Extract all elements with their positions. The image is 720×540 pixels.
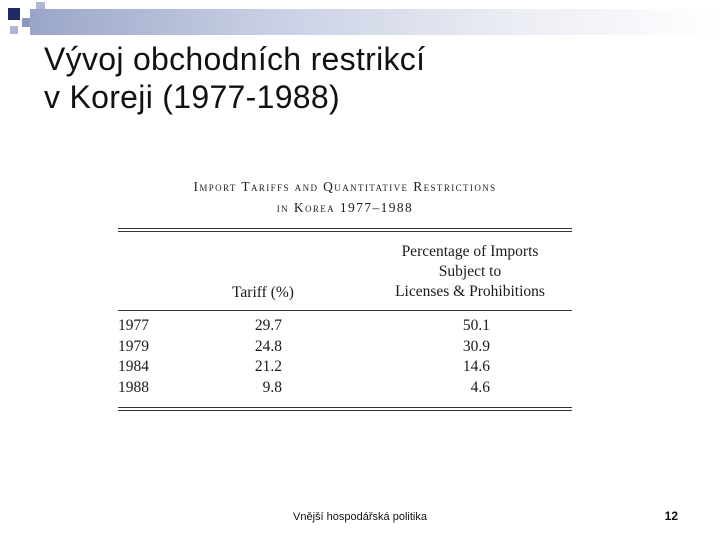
slide-title <box>44 40 684 116</box>
title-line: Vývoj obchodních restrikcí <box>44 41 426 77</box>
table-row <box>118 379 572 400</box>
header-tariff: Tariff (%) <box>232 284 294 301</box>
header-gradient-bar <box>30 9 720 35</box>
cell-tariff: 29.7 <box>254 317 282 334</box>
table-row <box>118 338 572 359</box>
title-line: v Koreji (1977-1988) <box>44 79 340 115</box>
table-bottom-rule <box>118 407 572 411</box>
cell-tariff: 24.8 <box>254 337 282 355</box>
table-header <box>118 232 572 310</box>
cell-tariff: 9.8 <box>262 378 282 396</box>
square-dark-icon <box>8 8 20 20</box>
table-body <box>118 311 572 407</box>
cell-percentage: 50.1 <box>462 317 490 334</box>
cell-year: 1977 <box>118 317 149 334</box>
page-number: 12 <box>664 509 678 523</box>
cell-year: 1988 <box>118 378 149 396</box>
header-line: Licenses & Prohibitions <box>395 283 545 300</box>
table-row <box>118 317 572 338</box>
cell-percentage: 14.6 <box>462 358 490 375</box>
header-line: Subject to <box>438 263 502 280</box>
header-line: Percentage of Imports <box>401 243 539 260</box>
cell-percentage: 30.9 <box>462 337 490 355</box>
cell-percentage: 4.6 <box>470 378 490 396</box>
table-caption <box>118 176 572 218</box>
cell-year: 1984 <box>118 358 149 375</box>
slide-footer: Vnější hospodářská politika <box>293 511 427 523</box>
header-percentage <box>370 242 570 302</box>
data-table <box>118 176 572 411</box>
caption-line: Import Tariffs and Quantitative Restrictions <box>193 179 497 194</box>
cell-tariff: 21.2 <box>254 358 282 375</box>
square-light-icon <box>10 26 18 34</box>
cell-year: 1979 <box>118 337 149 355</box>
table-row <box>118 358 572 379</box>
caption-line: in Korea 1977–1988 <box>276 200 414 215</box>
